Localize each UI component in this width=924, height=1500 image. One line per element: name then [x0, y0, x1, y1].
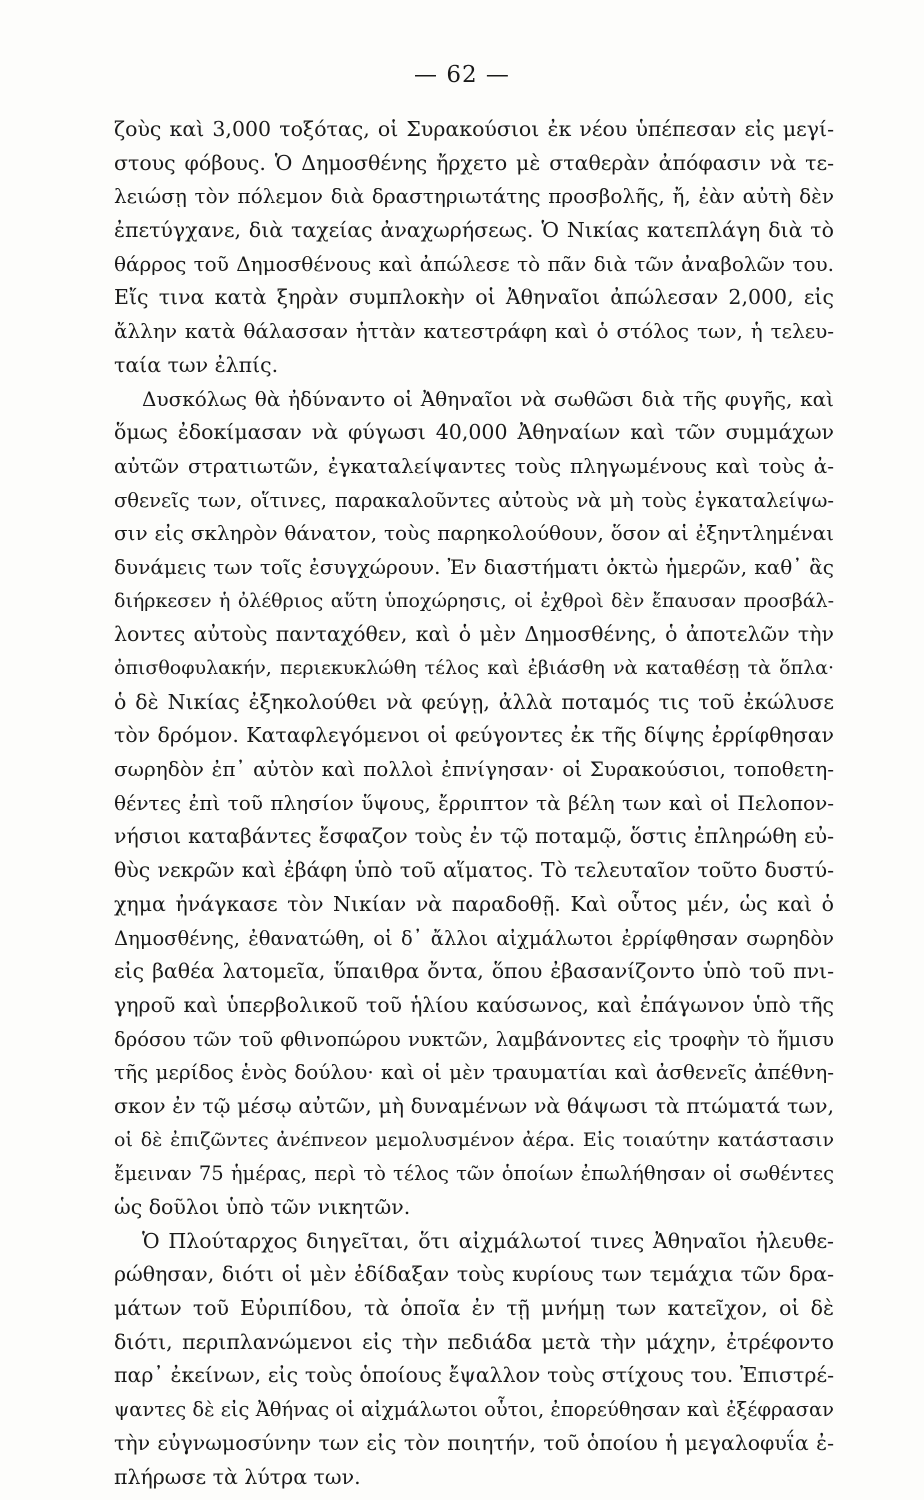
text-line: ἔμειναν 75 ἡμέρας, περὶ τὸ τέλος τῶν ὁποίων ἐπωλήθησαν οἱ σωθέντες: [114, 1162, 834, 1186]
text-line: χημα ἠνάγκασε τὸν Νικίαν νὰ παραδοθῇ. Καὶ οὗτος μέν, ὡς καὶ ὁ: [114, 891, 834, 916]
text-line: θάρρος τοῦ Δημοσθένους καὶ ἀπώλεσε τὸ πᾶν διὰ τῶν ἀναβολῶν του.: [114, 251, 834, 276]
text-line: δυνάμεις των τοῖς ἐσυγχώρουν. Ἐν διαστήματι ὀκτὼ ἡμερῶν, καθ᾽ ἃς: [114, 554, 834, 579]
text-line: σκον ἐν τῷ μέσῳ αὐτῶν, μὴ δυναμένων νὰ θάψωσι τὰ πτώματά των,: [114, 1093, 834, 1118]
text-line: θὺς νεκρῶν καὶ ἐβάφη ὑπὸ τοῦ αἵματος. Τὸ τελευταῖον τοῦτο δυστύ-: [114, 858, 834, 883]
text-line: θέντες ἐπὶ τοῦ πλησίον ὕψους, ἔρριπτον τὰ βέλη των καὶ οἱ Πελοπον-: [114, 790, 834, 815]
text-line: τῆς μερίδος ἑνὸς δούλου· καὶ οἱ μὲν τραυματίαι καὶ ἀσθενεῖς ἀπέθνη-: [114, 1060, 834, 1085]
text-line: ταία των ἐλπίς.: [114, 352, 279, 377]
text-line: σωρηδὸν ἐπ᾽ αὐτὸν καὶ πολλοὶ ἐπνίγησαν· οἱ Συρακούσιοι, τοποθετη-: [114, 757, 834, 782]
text-line: μάτων τοῦ Εὐριπίδου, τὰ ὁποῖα ἐν τῇ μνήμῃ των κατεῖχον, οἱ δὲ: [114, 1296, 834, 1321]
text-line: διότι, περιπλανώμενοι εἰς τὴν πεδιάδα μετὰ τὴν μάχην, ἐτρέφοντο: [114, 1329, 834, 1354]
text-line: τὴν εὐγνωμοσύνην των εἰς τὸν ποιητήν, τοῦ ὁποίου ἡ μεγαλοφυΐα ἐ-: [114, 1430, 834, 1455]
text-line: ἄλλην κατὰ θάλασσαν ἡττὰν κατεστράφη καὶ ὁ στόλος των, ἡ τελευ-: [114, 319, 834, 344]
text-line: λειώσῃ τὸν πόλεμον διὰ δραστηριωτάτης προσβολῆς, ἤ, ἐὰν αὐτὴ δὲν: [114, 184, 834, 209]
text-line: ὅμως ἐδοκίμασαν νὰ φύγωσι 40,000 Ἀθηναίων καὶ τῶν συμμάχων: [114, 420, 834, 445]
text-line: σιν εἰς σκληρὸν θάνατον, τοὺς παρηκολούθουν, ὅσον αἱ ἐξηντλημέναι: [114, 521, 834, 546]
text-line: ὡς δοῦλοι ὑπὸ τῶν νικητῶν.: [114, 1195, 411, 1219]
text-line: ὀπισθοφυλακήν, περιεκυκλώθη τέλος καὶ ἐβιάσθη νὰ καταθέσῃ τὰ ὅπλα·: [114, 657, 834, 679]
text-line: Δυσκόλως θὰ ἠδύναντο οἱ Ἀθηναῖοι νὰ σωθῶσι διὰ τῆς φυγῆς, καὶ: [142, 386, 834, 411]
text-line: ρώθησαν, διότι οἱ μὲν ἐδίδαξαν τοὺς κυρίους των τεμάχια τῶν δρα-: [114, 1262, 834, 1287]
text-line: Ὁ Πλούταρχος διηγεῖται, ὅτι αἰχμάλωτοί τινες Ἀθηναῖοι ἠλευθε-: [142, 1228, 834, 1253]
text-line: παρ᾽ ἐκείνων, εἰς τοὺς ὁποίους ἔψαλλον τοὺς στίχους του. Ἐπιστρέ-: [114, 1363, 834, 1388]
body-text: [114, 113, 834, 1494]
text-line: διήρκεσεν ἡ ὀλέθριος αὕτη ὑποχώρησις, οἱ ἐχθροὶ δὲν ἔπαυσαν προσβάλ-: [114, 589, 834, 612]
text-line: πλήρωσε τὰ λύτρα των.: [114, 1464, 361, 1489]
text-line: ὁ δὲ Νικίας ἐξηκολούθει νὰ φεύγῃ, ἀλλὰ ποταμός τις τοῦ ἐκώλυσε: [114, 689, 834, 714]
text-line: αὐτῶν στρατιωτῶν, ἐγκαταλείψαντες τοὺς πληγωμένους καὶ τοὺς ἀ-: [114, 453, 834, 478]
text-line: νήσιοι καταβάντες ἔσφαζον τοὺς ἐν τῷ ποταμῷ, ὅστις ἐπληρώθη εὐ-: [114, 824, 834, 849]
text-line: εἰς βαθέα λατομεῖα, ὕπαιθρα ὄντα, ὅπου ἐβασανίζοντο ὑπὸ τοῦ πνι-: [114, 959, 834, 984]
text-line: γηροῦ καὶ ὑπερβολικοῦ τοῦ ἡλίου καύσωνος, καὶ ἐπάγωνον ὑπὸ τῆς: [114, 992, 834, 1017]
text-line: ψαντες δὲ εἰς Ἀθήνας οἱ αἰχμάλωτοι οὗτοι, ἐπορεύθησαν καὶ ἐξέφρασαν: [114, 1398, 834, 1422]
text-line: οἱ δὲ ἐπιζῶντες ἀνέπνεον μεμολυσμένον ἀέρα. Εἰς τοιαύτην κατάστασιν: [114, 1128, 834, 1151]
page-number: — 62 —: [414, 62, 510, 88]
text-line: δρόσου τῶν τοῦ φθινοπώρου νυκτῶν, λαμβάνοντες εἰς τροφὴν τὸ ἥμισυ: [114, 1027, 834, 1051]
text-line: σθενεῖς των, οἵτινες, παρακαλοῦντες αὐτοὺς νὰ μὴ τοὺς ἐγκαταλείψω-: [114, 488, 834, 512]
text-line: Δημοσθένης, ἐθανατώθη, οἱ δ᾽ ἄλλοι αἰχμάλωτοι ἐρρίφθησαν σωρηδὸν: [114, 926, 834, 950]
text-line: ζοὺς καὶ 3,000 τοξότας, οἱ Συρακούσιοι ἐκ νέου ὑπέπεσαν εἰς μεγί-: [114, 117, 834, 141]
text-line: λοντες αὐτοὺς πανταχόθεν, καὶ ὁ μὲν Δημοσθένης, ὁ ἀποτελῶν τὴν: [114, 622, 834, 647]
text-line: στους φόβους. Ὁ Δημοσθένης ἤρχετο μὲ σταθερὰν ἀπόφασιν νὰ τε-: [114, 150, 834, 175]
text-line: ἐπετύγχανε, διὰ ταχείας ἀναχωρήσεως. Ὁ Νικίας κατεπλάγη διὰ τὸ: [114, 218, 834, 243]
text-line: τὸν δρόμον. Καταφλεγόμενοι οἱ φεύγοντες ἐκ τῆς δίψης ἐρρίφθησαν: [114, 723, 834, 748]
text-line: Εἴς τινα κατὰ ξηρὰν συμπλοκὴν οἱ Ἀθηναῖοι ἀπώλεσαν 2,000, εἰς: [114, 285, 834, 310]
